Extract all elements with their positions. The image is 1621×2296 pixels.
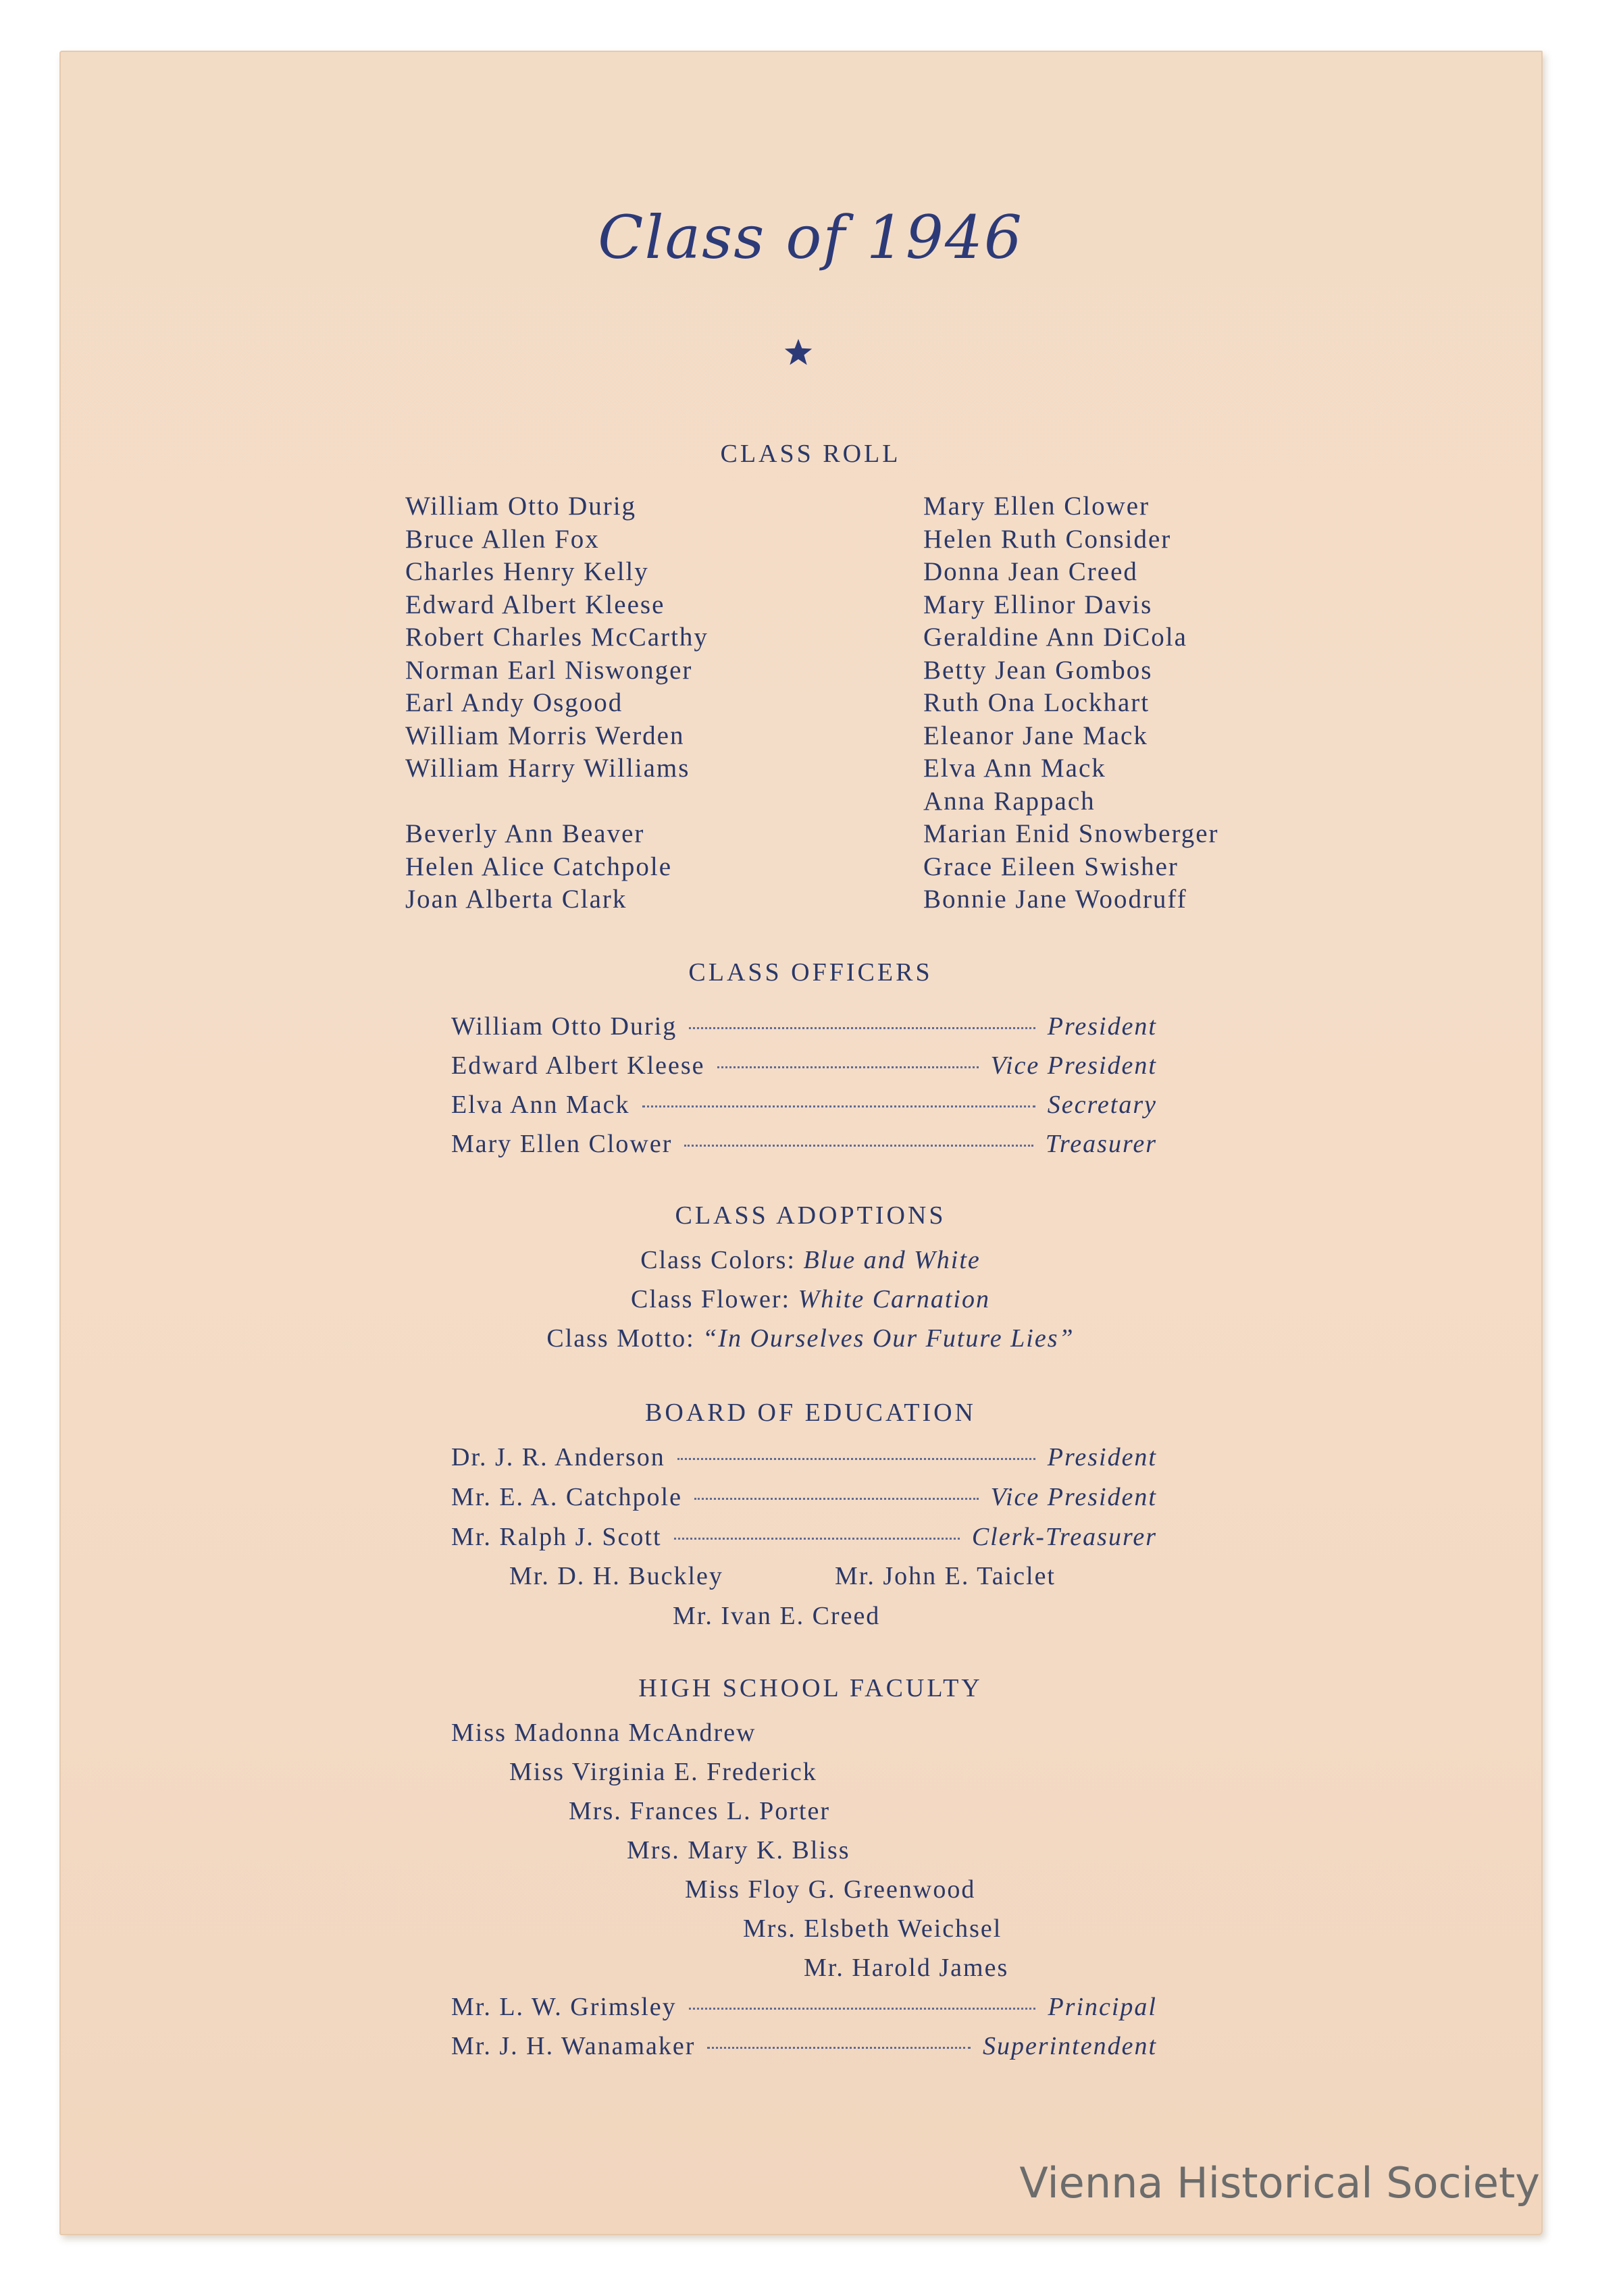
officer-name: William Otto Durig (451, 1012, 677, 1041)
list-item: Bonnie Jane Woodruff (923, 885, 1187, 914)
board-member: Mr. D. H. Buckley (509, 1562, 723, 1590)
adoption-label: Class Flower: (631, 1285, 791, 1313)
officer-name: Mary Ellen Clower (451, 1130, 673, 1158)
list-item: Mary Ellinor Davis (923, 590, 1153, 619)
dot-leader (694, 1498, 979, 1500)
star-icon (783, 338, 813, 367)
adoption-value: Blue and White (803, 1246, 981, 1274)
class-roll-left (405, 490, 709, 916)
board-member: Mr. Ivan E. Creed (673, 1602, 881, 1630)
faculty-member: Mr. Harold James (804, 1954, 1009, 1982)
faculty-heading: HIGH SCHOOL FACULTY (638, 1674, 983, 1702)
officer-row (451, 1090, 1157, 1122)
dot-leader (689, 2008, 1036, 2010)
list-item: Geraldine Ann DiCola (923, 623, 1187, 652)
list-item: Grace Eileen Swisher (923, 852, 1179, 881)
list-item: Anna Rappach (923, 786, 1096, 816)
faculty-member: Miss Floy G. Greenwood (685, 1875, 976, 1904)
board-member: Mr. John E. Taiclet (835, 1562, 1056, 1590)
adoption-motto (0, 1324, 1621, 1353)
adoption-label: Class Colors: (640, 1246, 796, 1274)
list-item: Edward Albert Kleese (405, 590, 665, 619)
list-item: Betty Jean Gombos (923, 655, 1153, 685)
list-item: William Otto Durig (405, 492, 637, 521)
officer-name: Elva Ann Mack (451, 1091, 630, 1119)
dot-leader (642, 1105, 1035, 1107)
board-role: President (1047, 1443, 1157, 1471)
dot-leader (674, 1538, 960, 1540)
watermark: Vienna Historical Society (1019, 2158, 1540, 2208)
board-heading: BOARD OF EDUCATION (644, 1399, 977, 1427)
adoption-label: Class Motto: (546, 1324, 695, 1353)
list-item: Ruth Ona Lockhart (923, 688, 1150, 717)
list-item: Helen Alice Catchpole (405, 852, 673, 881)
board-row (451, 1442, 1157, 1475)
board-name: Dr. J. R. Anderson (451, 1443, 665, 1471)
faculty-member: Miss Madonna McAndrew (451, 1719, 756, 1747)
list-item: Donna Jean Creed (923, 557, 1138, 586)
officer-name: Edward Albert Kleese (451, 1051, 705, 1080)
faculty-member: Mrs. Mary K. Bliss (627, 1836, 850, 1864)
board-name: Mr. Ralph J. Scott (451, 1523, 662, 1551)
list-item: Beverly Ann Beaver (405, 819, 645, 848)
board-row (451, 1482, 1157, 1515)
dot-leader (689, 1027, 1035, 1029)
class-adoptions-heading: CLASS ADOPTIONS (675, 1201, 946, 1230)
officer-role: Secretary (1047, 1091, 1157, 1119)
adoption-value: “In Ourselves Our Future Lies” (702, 1324, 1075, 1353)
list-item: Mary Ellen Clower (923, 492, 1150, 521)
list-item: Eleanor Jane Mack (923, 721, 1148, 750)
dot-leader (684, 1145, 1033, 1147)
list-item: Marian Enid Snowberger (923, 819, 1219, 848)
adoption-colors (0, 1245, 1621, 1275)
dot-leader (677, 1458, 1035, 1460)
list-item: Bruce Allen Fox (405, 524, 600, 554)
adoption-value: White Carnation (798, 1285, 990, 1313)
officer-row (451, 1129, 1157, 1162)
list-item: Joan Alberta Clark (405, 885, 627, 914)
board-row (451, 1522, 1157, 1555)
page-title: Class of 1946 (598, 203, 1023, 272)
admin-name: Mr. J. H. Wanamaker (451, 2032, 696, 2060)
officer-row (451, 1012, 1157, 1044)
class-officers-heading: CLASS OFFICERS (688, 958, 933, 987)
admin-role: Principal (1048, 1993, 1157, 2021)
board-role: Clerk-Treasurer (971, 1523, 1157, 1551)
board-name: Mr. E. A. Catchpole (451, 1483, 682, 1511)
dot-leader (717, 1066, 979, 1068)
admin-row (451, 2031, 1157, 2064)
class-roll-right (923, 490, 1219, 916)
list-item: William Morris Werden (405, 721, 685, 750)
officer-row (451, 1051, 1157, 1083)
officer-role: President (1047, 1012, 1157, 1041)
dot-leader (707, 2047, 971, 2049)
admin-row (451, 1992, 1157, 2025)
list-item: Elva Ann Mack (923, 754, 1106, 783)
officer-role: Vice President (990, 1051, 1157, 1080)
list-item: William Harry Williams (405, 754, 690, 783)
list-item: Earl Andy Osgood (405, 688, 623, 717)
list-item: Norman Earl Niswonger (405, 655, 693, 685)
officer-role: Treasurer (1045, 1130, 1157, 1158)
spacer (405, 785, 709, 818)
class-roll-heading: CLASS ROLL (720, 440, 901, 468)
list-item: Charles Henry Kelly (405, 557, 649, 586)
board-role: Vice President (990, 1483, 1157, 1511)
admin-role: Superintendent (982, 2032, 1157, 2060)
list-item: Robert Charles McCarthy (405, 623, 709, 652)
admin-name: Mr. L. W. Grimsley (451, 1993, 677, 2021)
adoption-flower (0, 1284, 1621, 1314)
list-item: Helen Ruth Consider (923, 524, 1172, 554)
faculty-member: Miss Virginia E. Frederick (509, 1758, 817, 1786)
faculty-member: Mrs. Elsbeth Weichsel (743, 1914, 1002, 1943)
faculty-member: Mrs. Frances L. Porter (569, 1797, 830, 1825)
